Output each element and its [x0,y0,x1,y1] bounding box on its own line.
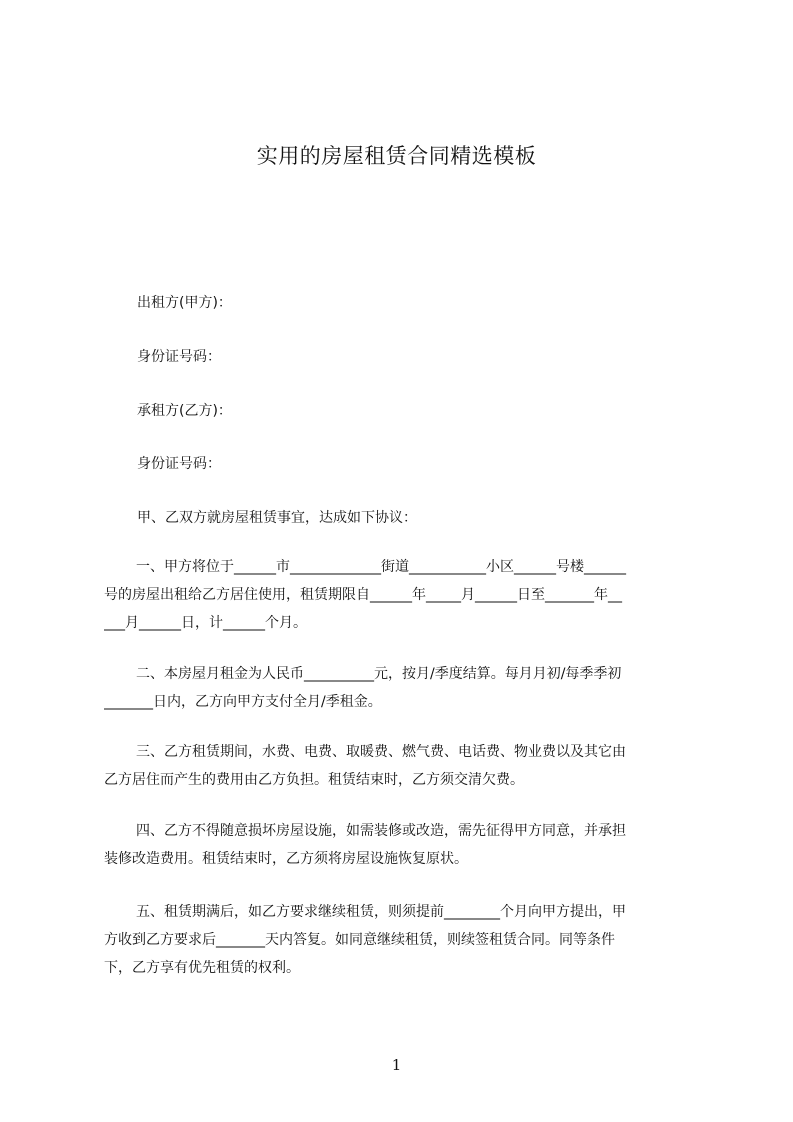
clause-five [104,898,700,982]
clause-two-line-2: _______日内，乙方向甲方支付全月/季租金。 [104,694,382,710]
clause-four-line-2: 装修改造费用。租赁结束时，乙方须将房屋设施恢复原状。 [104,851,468,867]
clause-one-line-1: 一、甲方将位于______市_____________街道___________小区______号楼______ [136,559,626,575]
clause-one-line-2: 号的房屋出租给乙方居住使用，租赁期限自______年_____月______日至_______年__ [104,587,622,603]
clause-three [104,738,700,794]
clause-four [104,817,700,873]
clause-five-line-3: 下，乙方享有优先租赁的权利。 [104,960,300,976]
page-number: 1 [391,1056,402,1074]
lessee-id-number-label: 身份证号码： [137,456,221,472]
clause-three-line-2: 乙方居住而产生的费用由乙方负担。租赁结束时，乙方须交清欠费。 [104,772,524,788]
clause-five-line-2: 方收到乙方要求后_______天内答复。如同意继续租赁，则续签租赁合同。同等条件 [104,932,615,948]
document-title: 实用的房屋租赁合同精选模板 [256,144,537,168]
clause-five-line-1: 五、租赁期满后，如乙方要求继续租赁，则须提前________个月向甲方提出，甲 [136,904,626,920]
clause-two-line-1: 二、本房屋月租金为人民币__________元，按月/季度结算。每月月初/每季季初 [136,666,622,682]
clause-two [104,660,700,716]
lessee-field-label: 承租方(乙方)： [137,403,232,419]
agreement-intro: 甲、乙双方就房屋租赁事宜，达成如下协议： [137,510,417,526]
clause-four-line-1: 四、乙方不得随意损坏房屋设施，如需装修或改造，需先征得甲方同意，并承担 [136,823,626,839]
lessor-field-label: 出租方(甲方)： [137,295,232,311]
clause-three-line-1: 三、乙方租赁期间，水费、电费、取暖费、燃气费、电话费、物业费以及其它由 [136,744,626,760]
clause-one-line-3: ___月______日，计______个月。 [104,615,307,631]
clause-one [104,553,700,637]
lessor-id-number-label: 身份证号码： [137,349,221,365]
